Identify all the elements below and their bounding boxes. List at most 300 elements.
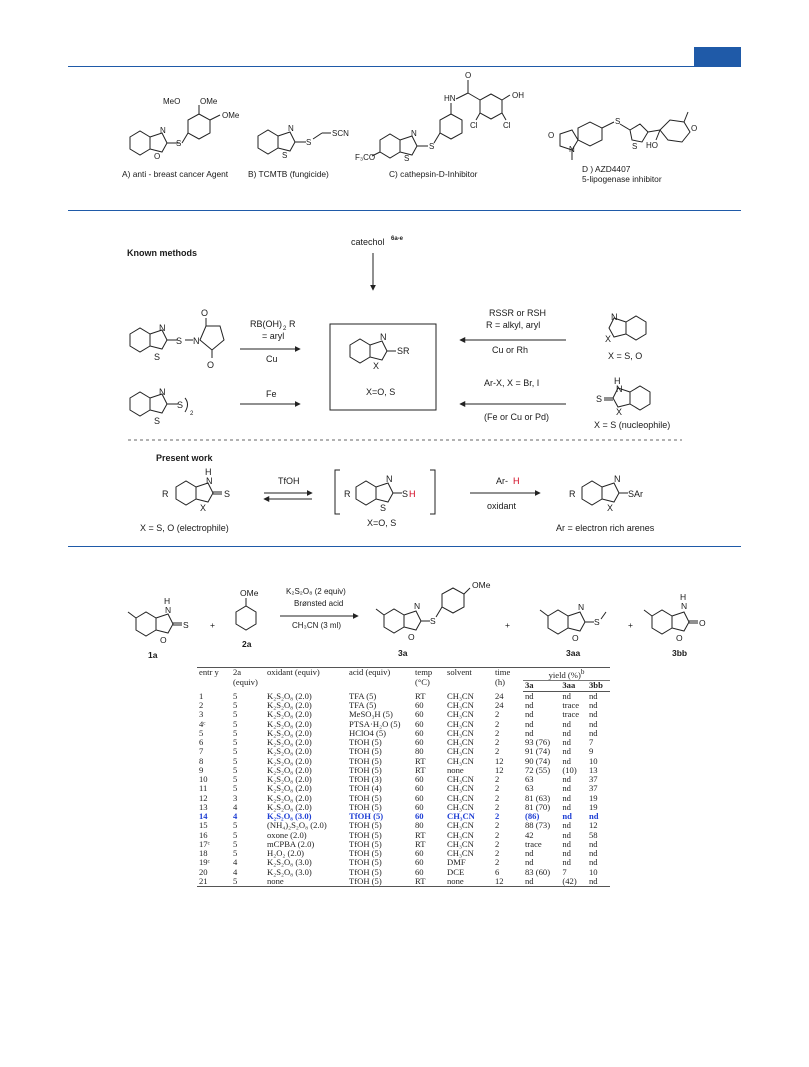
table-cell: TfOH (5) xyxy=(349,829,382,840)
table-cell: 37 xyxy=(589,783,598,794)
table-cell: 21 xyxy=(197,877,231,887)
table-cell: 17ᶜ xyxy=(199,838,210,849)
table-cell: nd xyxy=(589,700,598,711)
table-cell: 63 xyxy=(525,783,534,794)
table-cell: 7 xyxy=(589,737,594,748)
heading-known-methods: Known methods xyxy=(127,248,197,258)
table-cell: oxone (2.0) xyxy=(267,829,307,840)
table-cell: 24 xyxy=(495,700,504,711)
table-cell: 58 xyxy=(589,829,598,840)
svg-text:+: + xyxy=(210,620,215,630)
table-cell: 2 xyxy=(495,811,500,822)
svg-text:2: 2 xyxy=(190,411,194,417)
table-cell: nd xyxy=(525,857,534,868)
table-cell: CH₃CN xyxy=(447,737,474,748)
svg-text:Cl: Cl xyxy=(503,121,511,130)
table-cell: 60 xyxy=(415,857,424,868)
col-temp: temp (°C) xyxy=(413,668,445,692)
catechol-ref: 6a-e xyxy=(391,236,404,242)
svg-text:S: S xyxy=(615,117,621,126)
table-cell: 80 xyxy=(415,820,424,831)
table-cell: 2 xyxy=(199,700,204,711)
table-row xyxy=(197,877,610,887)
table-cell: 4 xyxy=(233,801,238,812)
svg-text:S: S xyxy=(404,154,410,163)
table-cell: 12 xyxy=(199,792,208,803)
structure-3a xyxy=(376,588,470,633)
table-cell: 2 xyxy=(495,709,500,720)
table-row xyxy=(197,831,610,840)
col-entry: entr y xyxy=(197,668,231,692)
table-cell: 2 xyxy=(495,801,500,812)
table-cell: 2 xyxy=(495,857,500,868)
table-cell: nd xyxy=(562,727,571,738)
svg-text:X: X xyxy=(616,407,623,417)
table-cell: 5 xyxy=(233,709,238,720)
table-cell: nd xyxy=(589,811,599,822)
table-cell: nd xyxy=(525,700,534,711)
svg-text:S: S xyxy=(282,151,288,160)
table-cell: 60 xyxy=(415,718,424,729)
svg-text:O: O xyxy=(201,308,209,318)
condition-persulfate: K₂S₂O₈ (2 equiv) xyxy=(286,587,346,596)
table-cell: RT xyxy=(415,755,426,766)
table-cell: 5 xyxy=(233,755,238,766)
table-cell: 5 xyxy=(233,700,238,711)
table-cell: CH₃CN xyxy=(447,718,474,729)
table-cell: 2 xyxy=(495,792,500,803)
table-cell: 5 xyxy=(233,746,238,757)
svg-text:+: + xyxy=(628,620,633,630)
table-cell: 2 xyxy=(495,727,500,738)
label-2a: 2a xyxy=(242,639,252,649)
table-cell: 60 xyxy=(415,700,424,711)
table-cell: 2 xyxy=(495,848,500,859)
table-cell: none xyxy=(265,877,347,887)
table-cell: 9 xyxy=(199,764,204,775)
table-cell: CH₃CN xyxy=(447,811,475,822)
svg-text:MeO: MeO xyxy=(163,97,181,106)
svg-text:H: H xyxy=(614,376,621,386)
table-cell: 60 xyxy=(415,737,424,748)
table-cell: nd xyxy=(562,792,571,803)
table-cell: 4 xyxy=(233,857,238,868)
svg-text:O: O xyxy=(676,633,683,643)
svg-text:S: S xyxy=(176,139,182,148)
table-cell: TfOH (5) xyxy=(349,820,382,831)
table-cell: 8 xyxy=(199,755,204,766)
table-cell: 19 xyxy=(589,792,598,803)
table-cell: nd xyxy=(525,727,534,738)
heading-present-work: Present work xyxy=(156,453,213,463)
svg-text:H: H xyxy=(680,592,687,602)
center-label: X=O, S xyxy=(366,387,396,397)
table-cell: 37 xyxy=(589,774,598,785)
table-cell: 83 (60) xyxy=(525,866,551,877)
svg-text:O: O xyxy=(465,71,472,80)
svg-text:S: S xyxy=(596,394,603,404)
reagent-ar: Ar- xyxy=(496,476,508,486)
table-cell: TfOH (5) xyxy=(349,857,382,868)
svg-text:OH: OH xyxy=(512,91,524,100)
table-cell: TfOH (5) xyxy=(349,838,382,849)
table-cell: TFA (5) xyxy=(349,690,377,701)
svg-text:S: S xyxy=(154,416,161,426)
table-cell: 10 xyxy=(199,774,208,785)
table-cell: 2 xyxy=(495,737,500,748)
table-cell: 5 xyxy=(233,829,238,840)
table-cell: 7 xyxy=(199,746,204,757)
col-yield-3bb: 3bb xyxy=(587,681,610,692)
table-cell: 16 xyxy=(199,829,208,840)
table-cell: 60 xyxy=(415,727,424,738)
svg-text:S: S xyxy=(429,142,435,151)
table-cell: PTSA·H₂O (5) xyxy=(349,718,401,729)
table-cell: 5 xyxy=(233,727,238,738)
table-cell: TfOH (5) xyxy=(349,811,384,822)
table-cell: nd xyxy=(562,737,571,748)
table-row xyxy=(197,840,610,849)
table-cell: TfOH (5) xyxy=(349,746,382,757)
table-cell: nd xyxy=(562,746,571,757)
svg-text:S: S xyxy=(632,142,638,151)
table-cell: CH₃CN xyxy=(447,746,474,757)
table-cell: CH₃CN xyxy=(447,709,474,720)
table-cell: 60 xyxy=(415,801,424,812)
table-cell: CH₃CN xyxy=(447,774,474,785)
table-cell: 88 (73) xyxy=(525,820,551,831)
table-cell: 2 xyxy=(495,774,500,785)
table-cell: K₂S₂O₈ (2.0) xyxy=(267,700,312,711)
table-cell: TFA (5) xyxy=(349,700,377,711)
table-cell: TfOH (5) xyxy=(349,866,382,877)
condition-solvent: CH₃CN (3 ml) xyxy=(292,621,342,630)
svg-text:S: S xyxy=(177,400,184,410)
table-cell: H₂O₂ (2.0) xyxy=(267,848,305,859)
table-cell: K₂S₂O₈ (2.0) xyxy=(267,774,312,785)
svg-text:S: S xyxy=(176,336,183,346)
svg-text:2: 2 xyxy=(283,326,287,332)
table-cell: MeSO₃H (5) xyxy=(349,709,393,720)
table-cell: nd xyxy=(589,709,598,720)
svg-text:O: O xyxy=(691,124,698,133)
table-cell: 2 xyxy=(495,746,500,757)
table-cell: 5 xyxy=(233,737,238,748)
svg-text:S: S xyxy=(594,617,600,627)
table-row xyxy=(197,803,610,812)
table-cell: 42 xyxy=(525,829,534,840)
table-cell: K₂S₂O₈ (2.0) xyxy=(267,764,312,775)
col-yield-3aa: 3aa xyxy=(560,681,587,692)
svg-text:N: N xyxy=(614,474,621,484)
table-cell: nd xyxy=(562,838,571,849)
table-row xyxy=(197,849,610,858)
condition-acid: Brønsted acid xyxy=(294,599,344,608)
svg-text:N: N xyxy=(569,145,575,154)
table-cell: nd xyxy=(562,829,571,840)
table-cell: K₂S₂O₈ (2.0) xyxy=(267,737,312,748)
table-cell: K₂S₂O₈ (2.0) xyxy=(267,690,312,701)
table-row xyxy=(197,868,610,877)
table-cell: 7 xyxy=(562,866,567,877)
table-cell: 5 xyxy=(233,690,238,701)
svg-text:O: O xyxy=(699,618,706,628)
table-cell: 6 xyxy=(199,737,204,748)
table-cell: nd xyxy=(523,877,560,887)
table-cell: K₂S₂O₈ (2.0) xyxy=(267,792,312,803)
table-cell: CH₃CN xyxy=(447,792,474,803)
table-cell: 9 xyxy=(589,746,594,757)
catalyst-cu: Cu xyxy=(266,354,278,364)
table-cell: trace xyxy=(562,709,580,720)
table-cell: 93 (76) xyxy=(525,737,551,748)
label-electrophile: X = S, O (electrophile) xyxy=(140,523,229,533)
svg-text:S: S xyxy=(183,620,189,630)
svg-text:HN: HN xyxy=(444,94,456,103)
table-body xyxy=(197,691,610,886)
svg-text:N: N xyxy=(578,602,585,612)
table-cell: TfOH (5) xyxy=(349,792,382,803)
table-cell: TfOH (5) xyxy=(349,848,382,859)
table-row xyxy=(197,821,610,830)
table-cell: 60 xyxy=(415,783,424,794)
svg-text:N: N xyxy=(165,605,172,615)
table-cell: CH₃CN xyxy=(447,727,474,738)
structure-1a xyxy=(128,612,182,636)
table-cell: 20 xyxy=(199,866,208,877)
table-cell: CH₃CN xyxy=(447,801,474,812)
table-cell: none xyxy=(447,764,464,775)
label-rich-arenes: Ar = electron rich arenes xyxy=(556,523,655,533)
label-3aa: 3aa xyxy=(566,648,581,658)
table-cell: 60 xyxy=(415,848,424,859)
svg-text:N: N xyxy=(380,332,387,342)
table-cell: 11 xyxy=(199,783,208,794)
table-cell: nd xyxy=(562,857,571,868)
table-cell: 60 xyxy=(415,774,424,785)
table-cell: 90 (74) xyxy=(525,755,551,766)
label-structure-d-sub: 5-lipogenase inhibitor xyxy=(582,174,662,184)
table-cell: nd xyxy=(562,755,571,766)
reagent-tfoh: TfOH xyxy=(278,476,300,486)
table-cell: RT xyxy=(415,690,426,701)
table-cell: RT xyxy=(415,829,426,840)
table-cell: 12 xyxy=(495,755,504,766)
table-cell: K₂S₂O₈ (3.0) xyxy=(267,866,312,877)
table-cell: RT xyxy=(413,877,445,887)
reagent-oxidant: oxidant xyxy=(487,501,517,511)
table-cell: 10 xyxy=(589,866,598,877)
svg-text:O: O xyxy=(154,152,161,161)
svg-text:N: N xyxy=(288,124,294,133)
svg-text:O: O xyxy=(572,633,579,643)
structure-2a xyxy=(236,598,256,630)
table-cell: K₂S₂O₈ (2.0) xyxy=(267,727,312,738)
table-cell: nd xyxy=(525,690,534,701)
table-cell: 12 xyxy=(589,820,598,831)
svg-text:O: O xyxy=(160,635,167,645)
catalyst-cu-rh: Cu or Rh xyxy=(492,345,529,355)
col-yield: yield (%)$^b$ xyxy=(523,668,610,681)
label-ome-2a: OMe xyxy=(240,588,259,598)
table-cell: 4ᶜ xyxy=(199,718,206,729)
col-yield-3a: 3a xyxy=(523,681,560,692)
table-cell: 63 xyxy=(525,774,534,785)
table-cell: K₂S₂O₈ (2.0) xyxy=(267,801,312,812)
table-cell: mCPBA (2.0) xyxy=(267,838,315,849)
svg-text:X: X xyxy=(200,503,207,513)
table-cell: nd xyxy=(562,783,571,794)
table-cell: 60 xyxy=(415,866,424,877)
table-cell: nd xyxy=(589,857,598,868)
table-cell: CH₃CN xyxy=(447,783,474,794)
reagent-rboh-r: R xyxy=(289,319,296,329)
table-cell: nd xyxy=(589,718,598,729)
optimization-table xyxy=(197,667,610,887)
table-cell: 4 xyxy=(233,866,238,877)
label-structure-a: A) anti - breast cancer Agent xyxy=(122,169,229,179)
table-cell: K₂S₂O₈ (3.0) xyxy=(267,857,312,868)
svg-text:S: S xyxy=(402,489,409,499)
table-cell: 14 xyxy=(199,811,208,822)
table-cell: 12 xyxy=(493,877,523,887)
col-2a-equiv: 2a (equiv) xyxy=(231,668,265,692)
table-cell: TfOH (5) xyxy=(347,877,413,887)
table-cell: nd xyxy=(562,718,571,729)
catechol-label: catechol xyxy=(351,237,385,247)
table-row xyxy=(197,691,610,701)
svg-text:S: S xyxy=(224,489,231,499)
table-cell: (86) xyxy=(525,811,540,822)
svg-text:O: O xyxy=(207,360,215,370)
table-cell: 5 xyxy=(233,820,238,831)
table-cell: 81 (70) xyxy=(525,801,551,812)
table-cell: 15 xyxy=(199,820,208,831)
svg-text:S: S xyxy=(154,352,161,362)
table-cell: TfOH (5) xyxy=(349,755,382,766)
table-cell: nd xyxy=(562,801,571,812)
svg-text:R: R xyxy=(162,489,169,499)
table-cell: 5 xyxy=(233,718,238,729)
table-cell: DCE xyxy=(447,866,465,877)
table-cell: K₂S₂O₈ (2.0) xyxy=(267,709,312,720)
svg-text:OMe: OMe xyxy=(200,97,218,106)
table-cell: DMF xyxy=(447,857,466,868)
table-cell: nd xyxy=(589,838,598,849)
table-cell: nd xyxy=(587,877,610,887)
table-cell: 60 xyxy=(415,811,424,822)
label-3bb: 3bb xyxy=(672,648,688,658)
table-cell: nd xyxy=(562,820,571,831)
table-cell: 3 xyxy=(233,792,238,803)
svg-text:SR: SR xyxy=(397,346,410,356)
table-cell: 80 xyxy=(415,746,424,757)
svg-text:N: N xyxy=(160,126,166,135)
table-cell: 2 xyxy=(495,820,500,831)
table-cell: CH₃CN xyxy=(447,820,474,831)
table-cell: K₂S₂O₈ (2.0) xyxy=(267,783,312,794)
table-cell: 2 xyxy=(495,838,500,849)
table-cell: 72 (55) xyxy=(525,764,551,775)
table-cell: K₂S₂O₈ (3.0) xyxy=(267,811,312,822)
svg-text:S: S xyxy=(430,616,436,626)
table-cell: 2 xyxy=(495,829,500,840)
table-cell: 5 xyxy=(231,877,265,887)
label-intermediate: X=O, S xyxy=(367,518,397,528)
catalyst-fe-cu-pd: (Fe or Cu or Pd) xyxy=(484,412,550,422)
svg-text:N: N xyxy=(193,336,200,346)
svg-text:R: R xyxy=(344,489,351,499)
table-cell: 6 xyxy=(495,866,500,877)
svg-text:X: X xyxy=(605,334,612,344)
reagent-arx: Ar-X, X = Br, I xyxy=(484,378,540,388)
table-cell: 5 xyxy=(233,774,238,785)
table-cell: 5 xyxy=(233,848,238,859)
table-cell: 5 xyxy=(233,764,238,775)
table-cell: trace xyxy=(562,700,580,711)
table-cell: K₂S₂O₈ (2.0) xyxy=(267,746,312,757)
col-solvent: solvent xyxy=(445,668,493,692)
table-cell: 5 xyxy=(233,838,238,849)
svg-text:N: N xyxy=(159,387,166,397)
label-structure-c: C) cathepsin-D-Inhibitor xyxy=(389,169,478,179)
svg-text:S: S xyxy=(380,503,387,513)
col-oxidant: oxidant (equiv) xyxy=(265,668,347,692)
table-cell: (42) xyxy=(560,877,587,887)
svg-text:HO: HO xyxy=(646,141,658,150)
table-cell: 19ᶜ xyxy=(199,857,210,868)
svg-text:O: O xyxy=(548,131,555,140)
reagent-aryl: = aryl xyxy=(262,331,285,341)
table-cell: 1 xyxy=(199,690,204,701)
table-cell: HClO4 (5) xyxy=(349,727,386,738)
table-cell: TfOH (5) xyxy=(349,764,382,775)
svg-text:N: N xyxy=(386,474,393,484)
table-cell: 2 xyxy=(495,783,500,794)
table-cell: nd xyxy=(562,690,571,701)
svg-text:SCN: SCN xyxy=(332,129,349,138)
svg-text:N: N xyxy=(616,384,623,394)
label-ome-3a: OMe xyxy=(472,580,491,590)
label-1a: 1a xyxy=(148,650,158,660)
svg-text:O: O xyxy=(408,632,415,642)
table-row xyxy=(197,775,610,784)
table-cell: CH₃CN xyxy=(447,848,474,859)
table-cell: 13 xyxy=(199,801,208,812)
table-cell: 18 xyxy=(199,848,208,859)
table-cell: 24 xyxy=(495,690,504,701)
table-row xyxy=(197,701,610,710)
table-cell: TfOH (4) xyxy=(349,783,382,794)
table-cell: nd xyxy=(562,811,572,822)
reagent-r-alkyl: R = alkyl, aryl xyxy=(486,320,541,330)
svg-text:X: X xyxy=(607,503,614,513)
label-x-s-o: X = S, O xyxy=(608,351,643,361)
table-cell: TfOH (3) xyxy=(349,774,382,785)
svg-text:H: H xyxy=(205,467,212,477)
table-cell: TfOH (5) xyxy=(349,801,382,812)
svg-text:N: N xyxy=(411,129,417,138)
table-cell: TfOH (5) xyxy=(349,737,382,748)
svg-text:N: N xyxy=(681,601,688,611)
table-cell: 5 xyxy=(233,783,238,794)
table-cell: 10 xyxy=(589,755,598,766)
table-cell: CH₃CN xyxy=(447,755,474,766)
table-cell: K₂S₂O₈ (2.0) xyxy=(267,718,312,729)
label-3a: 3a xyxy=(398,648,408,658)
table-cell: 4 xyxy=(233,811,238,822)
table-cell: none xyxy=(445,877,493,887)
